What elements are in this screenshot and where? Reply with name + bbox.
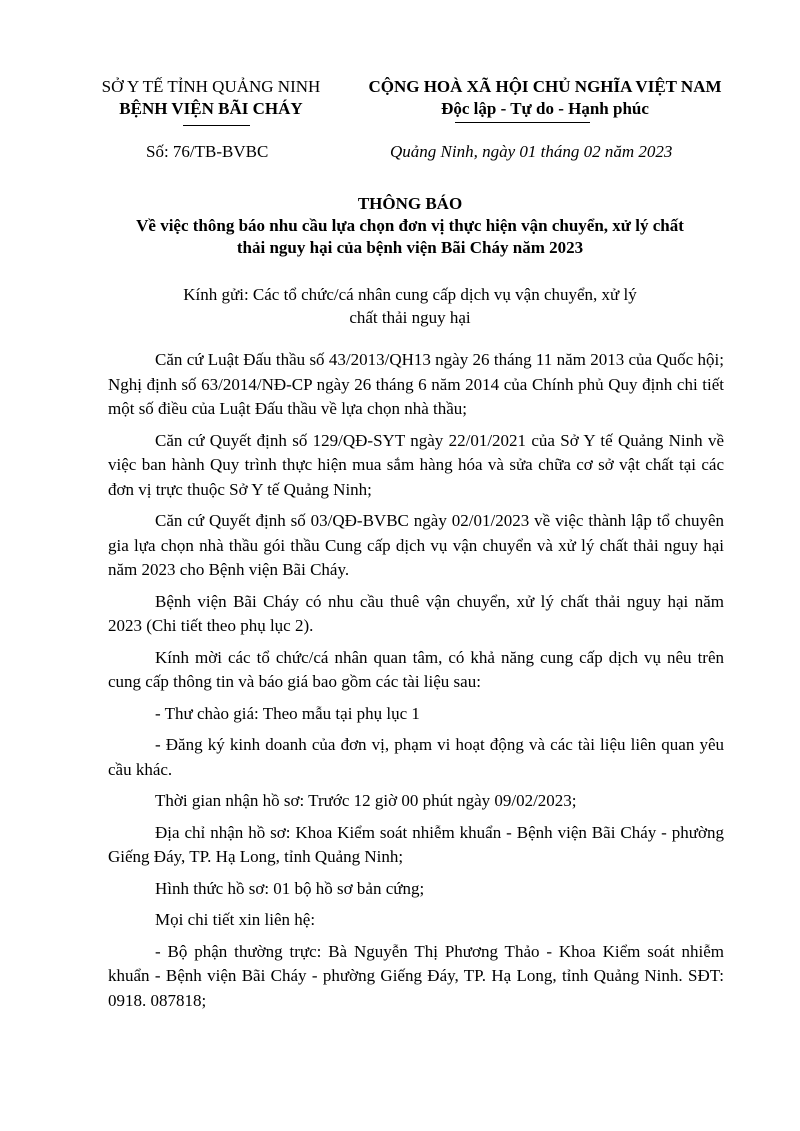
hospital-name: BỆNH VIỆN BÃI CHÁY <box>119 99 303 118</box>
recipient-block <box>160 283 660 329</box>
recipient-line-2: chất thải nguy hại <box>349 308 471 327</box>
issuing-organization <box>80 76 342 120</box>
recipient-line-1: Kính gửi: Các tổ chức/cá nhân cung cấp dịch vụ vận chuyển, xử lý <box>183 285 637 304</box>
list-item-contact: - Bộ phận thường trực: Bà Nguyễn Thị Phương Thảo - Khoa Kiểm soát nhiễm khuẩn - Bệnh viện Bãi Cháy - phường Giếng Đáy, TP. Hạ Long, tỉnh Quảng Ninh. SĐT: 0918. 087818; <box>108 941 724 1010</box>
title-heading: THÔNG BÁO <box>357 194 463 213</box>
title-subject-line-2: thải nguy hại của bệnh viện Bãi Cháy năm 2023 <box>236 238 584 257</box>
paragraph-legal-basis-1: Căn cứ Luật Đấu thầu số 43/2013/QH13 ngày 26 tháng 11 năm 2013 của Quốc hội; Nghị định số 63/2014/NĐ-CP ngày 26 tháng 6 năm 2014 của Chính phủ Quy định chi tiết một số điều của Luật Đấu thầu về lựa chọn nhà thầu; <box>108 350 724 418</box>
body-text <box>108 348 724 1013</box>
place-and-date: Quảng Ninh, ngày 01 tháng 02 năm 2023 <box>390 142 673 161</box>
document-title <box>80 193 740 259</box>
paragraph-legal-basis-2: Căn cứ Quyết định số 129/QĐ-SYT ngày 22/01/2021 của Sở Y tế Quảng Ninh về việc ban hành Quy trình thực hiện mua sắm hàng hóa và sửa chữa cơ sở vật chất tại các đơn vị trực thuộc Sở Y tế Quảng Ninh; <box>108 430 724 499</box>
paragraph-deadline: Thời gian nhận hồ sơ: Trước 12 giờ 00 phút ngày 09/02/2023; <box>155 791 577 810</box>
paragraph-need: Bệnh viện Bãi Cháy có nhu cầu thuê vận chuyển, xử lý chất thải nguy hại năm 2023 (Chi tiết theo phụ lục 2). <box>108 591 724 635</box>
list-item-business-registration: - Đăng ký kinh doanh của đơn vị, phạm vi hoạt động và các tài liệu liên quan yêu cầu khác. <box>108 735 724 779</box>
title-subject-line-1: Về việc thông báo nhu cầu lựa chọn đơn vị thực hiện vận chuyển, xử lý chất <box>136 216 684 235</box>
motto-underline <box>455 122 590 123</box>
motto: Độc lập - Tự do - Hạnh phúc <box>441 99 649 118</box>
paragraph-legal-basis-3: Căn cứ Quyết định số 03/QĐ-BVBC ngày 02/01/2023 về việc thành lập tổ chuyên gia lựa chọn nhà thầu gói thầu Cung cấp dịch vụ vận chuyển và xử lý chất thải nguy hại năm 2023 cho Bệnh viện Bãi Cháy. <box>108 511 724 579</box>
ministry-name: SỞ Y TẾ TỈNH QUẢNG NINH <box>101 77 321 96</box>
paragraph-address: Địa chỉ nhận hồ sơ: Khoa Kiểm soát nhiễm khuẩn - Bệnh viện Bãi Cháy - phường Giếng Đáy, TP. Hạ Long, tỉnh Quảng Ninh; <box>108 822 724 866</box>
paragraph-format: Hình thức hồ sơ: 01 bộ hồ sơ bản cứng; <box>155 878 425 898</box>
country-name: CỘNG HOÀ XÃ HỘI CHỦ NGHĨA VIỆT NAM <box>368 77 722 96</box>
list-item-quotation: - Thư chào giá: Theo mẫu tại phụ lục 1 <box>155 703 420 723</box>
paragraph-contact-intro: Mọi chi tiết xin liên hệ: <box>155 910 316 929</box>
paragraph-invitation: Kính mời các tổ chức/cá nhân quan tâm, có khả năng cung cấp dịch vụ nêu trên cung cấp thông tin và báo giá bao gồm các tài liệu sau: <box>108 647 724 691</box>
document-number: Số: 76/TB-BVBC <box>146 142 269 161</box>
org-underline <box>183 125 250 126</box>
national-motto <box>345 76 745 120</box>
